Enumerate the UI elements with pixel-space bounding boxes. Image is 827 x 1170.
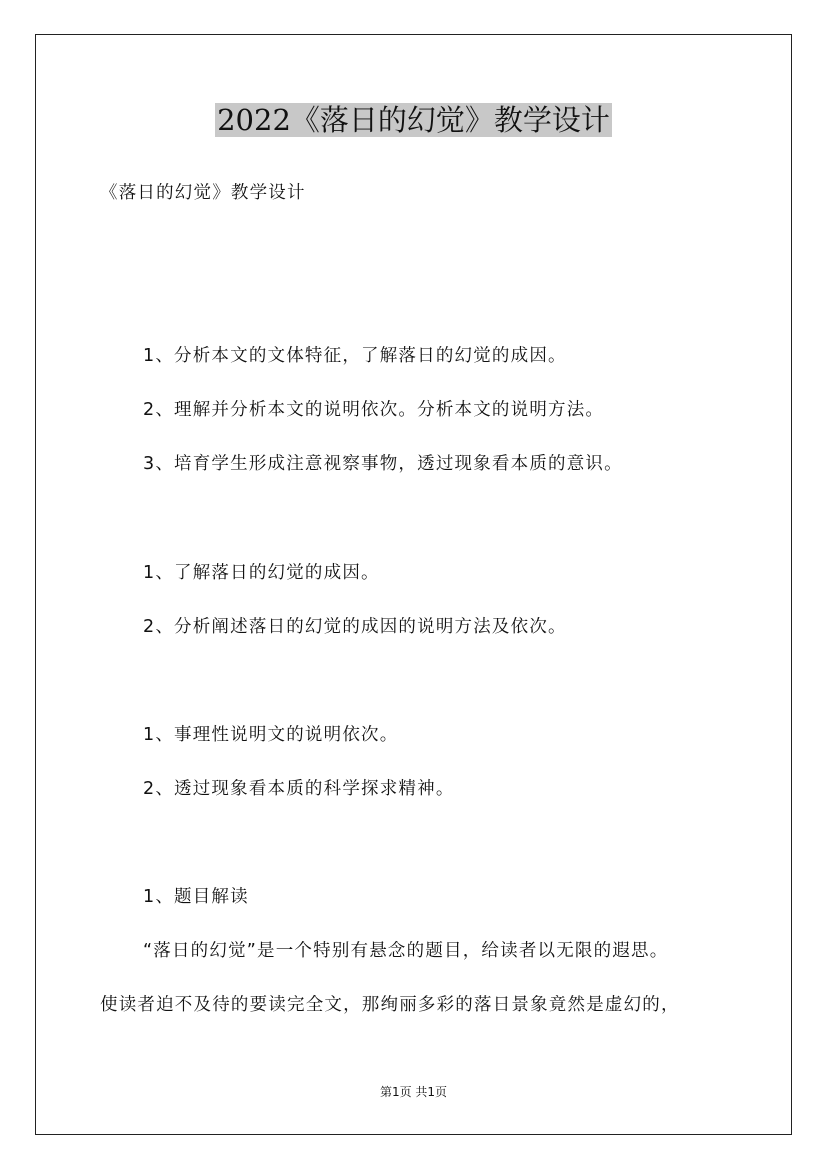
- document-subtitle: 《落日的幻觉》教学设计: [100, 183, 306, 203]
- difficulty-item-1: 1、事理性说明文的说明依次。: [143, 725, 399, 745]
- difficulty-item-2: 2、透过现象看本质的科学探求精神。: [143, 779, 455, 799]
- document-title-text: 2022《落日的幻觉》教学设计: [217, 103, 610, 137]
- paragraph-line-1: “落日的幻觉”是一个特别有悬念的题目，给读者以无限的遐思。: [143, 941, 669, 961]
- objective-item-1: 1、分析本文的文体特征，了解落日的幻觉的成因。: [143, 346, 567, 366]
- key-point-item-1: 1、了解落日的幻觉的成因。: [143, 563, 380, 583]
- process-heading: 1、题目解读: [143, 887, 249, 907]
- document-title: [0, 100, 827, 140]
- objective-item-3: 3、培育学生形成注意视察事物，透过现象看本质的意识。: [143, 454, 623, 474]
- paragraph-line-2: 使读者迫不及待的要读完全文，那绚丽多彩的落日景象竟然是虚幻的，: [100, 995, 680, 1015]
- key-point-item-2: 2、分析阐述落日的幻觉的成因的说明方法及依次。: [143, 617, 567, 637]
- objective-item-2: 2、理解并分析本文的说明依次。分析本文的说明方法。: [143, 400, 605, 420]
- page-number-footer: 第1页 共1页: [379, 1085, 448, 1099]
